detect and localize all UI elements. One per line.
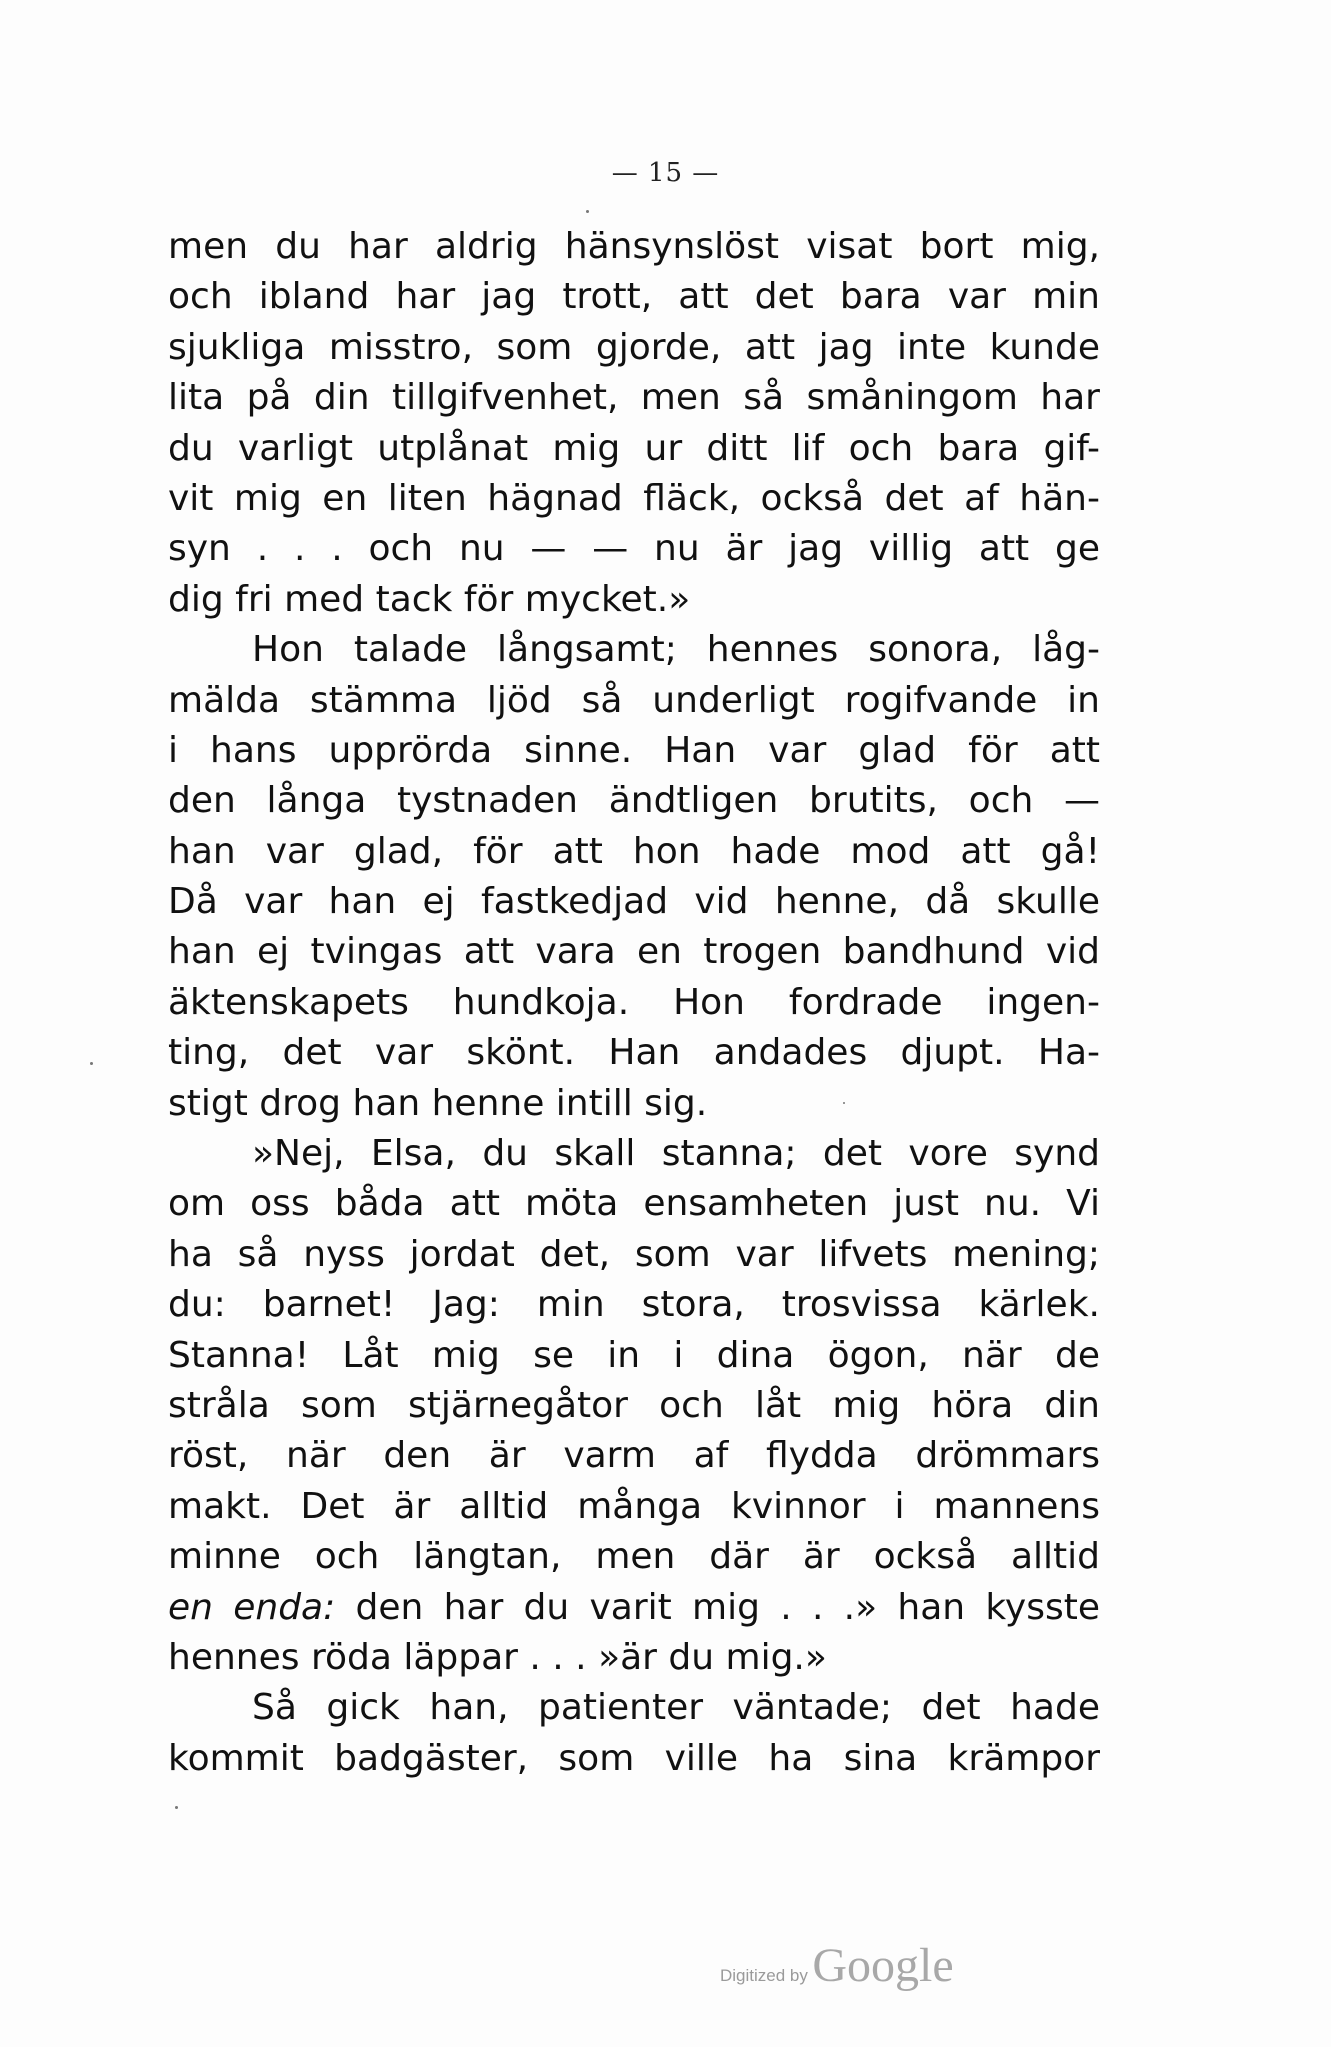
text-line-content: ha så nyss jordat det, som var lifvets mening; (168, 1233, 1100, 1275)
paper-speck (90, 1062, 93, 1065)
text-line (168, 1028, 1100, 1078)
text-line (168, 927, 1100, 977)
text-line-content: den långa tystnaden ändtligen brutits, och — (168, 780, 1100, 822)
text-line (168, 1683, 1100, 1733)
text-line-content: Så gick han, patienter väntade; det hade (252, 1687, 1100, 1729)
text-line-content: vit mig en liten hägnad fläck, också det af hän- (168, 477, 1100, 519)
text-line (168, 1230, 1100, 1280)
text-line-content: Stanna! Låt mig se in i dina ögon, när de (168, 1334, 1100, 1376)
text-line-content: hennes röda läppar . . . »är du mig.» (168, 1636, 827, 1678)
text-line (168, 1331, 1100, 1381)
text-line-content: stråla som stjärnegåtor och låt mig höra din (168, 1384, 1100, 1426)
text-line (168, 1381, 1100, 1431)
text-line-content: lita på din tillgifvenhet, men så småningom har (168, 377, 1100, 419)
google-logo: Google (812, 1939, 954, 1992)
text-line (168, 272, 1100, 322)
text-line (168, 1079, 1100, 1129)
text-line (168, 978, 1100, 1028)
text-line (168, 323, 1100, 373)
text-line-content: men du har aldrig hänsynslöst visat bort mig, (168, 226, 1100, 267)
text-line (168, 1633, 1100, 1683)
text-line (168, 524, 1100, 574)
text-line-content: du varligt utplånat mig ur ditt lif och bara gif- (168, 427, 1100, 469)
text-line-content: röst, när den är varm af flydda drömmars (168, 1435, 1100, 1477)
text-line (168, 1431, 1100, 1481)
text-line (168, 676, 1100, 726)
text-line (168, 1583, 1100, 1633)
paper-speck (843, 1102, 845, 1104)
text-line-content: ting, det var skönt. Han andades djupt. Ha- (168, 1032, 1100, 1074)
text-line (168, 1179, 1100, 1229)
paper-speck (175, 1806, 178, 1809)
text-line (168, 373, 1100, 423)
text-line-content: han var glad, för att hon hade mod att gå! (168, 830, 1100, 872)
text-line (168, 877, 1100, 927)
text-line (168, 424, 1100, 474)
digitized-watermark (720, 1938, 954, 1993)
watermark-prefix: Digitized by (720, 1966, 808, 1985)
text-line-content: i hans upprörda sinne. Han var glad för att (168, 729, 1100, 771)
text-line (168, 474, 1100, 524)
text-line-content: sjukliga misstro, som gjorde, att jag inte kunde (168, 326, 1100, 368)
text-line-content: mälda stämma ljöd så underligt rogifvande in (168, 679, 1100, 721)
text-line (168, 1734, 1100, 1784)
text-line (168, 776, 1100, 826)
page-number: — 15 — (611, 158, 720, 188)
text-line-content: makt. Det är alltid många kvinnor i mannens (168, 1485, 1100, 1527)
text-line-content: och ibland har jag trott, att det bara var min (168, 276, 1100, 318)
text-line-content: »Nej, Elsa, du skall stanna; det vore synd (252, 1133, 1100, 1175)
text-line (168, 726, 1100, 776)
text-line-content: syn . . . och nu — — nu är jag villig att ge (168, 528, 1100, 570)
text-line-content: om oss båda att möta ensamheten just nu. Vi (168, 1183, 1100, 1225)
text-line (168, 827, 1100, 877)
paper-speck (586, 210, 589, 213)
text-line-content: stigt drog han henne intill sig. (168, 1082, 708, 1124)
text-line-content: han ej tvingas att vara en trogen bandhund vid (168, 931, 1100, 973)
text-line-content: dig fri med tack för mycket.» (168, 578, 691, 620)
text-line-content: Hon talade långsamt; hennes sonora, låg- (252, 629, 1100, 671)
text-line (168, 1482, 1100, 1532)
body-text (168, 222, 1100, 1784)
text-line-content: Då var han ej fastkedjad vid henne, då skulle (168, 881, 1100, 923)
text-line (168, 222, 1100, 272)
italic-phrase: en enda: (168, 1586, 356, 1628)
text-line (168, 1532, 1100, 1582)
text-line-content: minne och längtan, men där är också alltid (168, 1536, 1100, 1578)
text-line-content: äktenskapets hundkoja. Hon fordrade ingen- (168, 981, 1100, 1023)
text-line (168, 575, 1100, 625)
text-line (168, 1280, 1100, 1330)
text-line-content: den har du varit mig . . .» han kysste (355, 1586, 1100, 1628)
text-line-content: du: barnet! Jag: min stora, trosvissa kärlek. (168, 1284, 1100, 1326)
text-line (168, 1129, 1100, 1179)
text-line (168, 625, 1100, 675)
text-line-content: kommit badgäster, som ville ha sina krämpor (168, 1737, 1100, 1779)
